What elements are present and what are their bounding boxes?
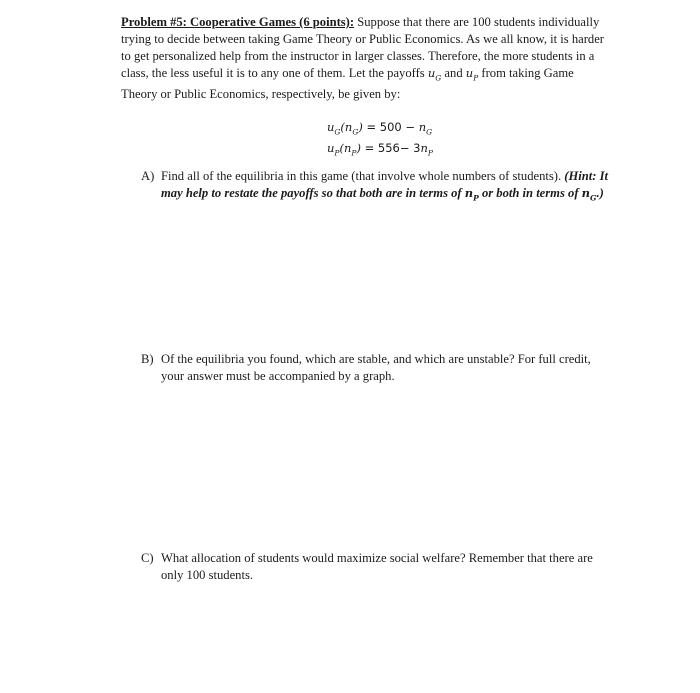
eq1-u-sub: G: [334, 127, 341, 137]
payoff-u-p: u: [465, 66, 474, 80]
part-b-line-2: your answer must be accompanied by a graph.: [161, 369, 395, 383]
eq2-arg-sub: P: [351, 148, 357, 158]
part-c-line-2: only 100 students.: [161, 568, 254, 582]
hint-n-p: n: [464, 186, 474, 200]
hint-n-g-sub: G: [590, 193, 597, 203]
part-c-letter: C): [141, 551, 154, 565]
eq2-rhs-n: n: [420, 141, 428, 156]
hint-n-g: n: [581, 186, 591, 200]
problem-heading: Problem #5: Cooperative Games (6 points):: [121, 15, 355, 29]
intro-line-5: Theory or Public Economics, respectively, be given by:: [121, 87, 401, 102]
part-a-hint-end: .): [596, 186, 604, 200]
eq2-arg-n: n: [343, 141, 352, 156]
part-a-line-2: [141, 185, 641, 206]
eq1-u: u: [327, 120, 335, 134]
part-a-hint-start: (Hint: It: [564, 169, 609, 183]
equation-public-econ: $u_P(n_P) = 556- 3n_P$: [327, 141, 433, 158]
part-b-letter: B): [141, 352, 154, 366]
problem-intro: [121, 14, 641, 103]
payoff-symbol-public-econ: [465, 66, 479, 83]
intro-line-4: [121, 65, 641, 86]
payoff-sub-p: P: [473, 73, 479, 83]
part-a-hint-text-2: or both in terms of: [478, 186, 582, 200]
intro-line-1: [121, 14, 641, 31]
equation-game-theory: $u_G(n_G) = 500 - n_G$: [327, 120, 433, 137]
part-b-line-1: [141, 351, 641, 368]
eq2-u-sub: P: [334, 148, 340, 158]
intro-text-4: class, the less useful it is to any one of them. Let the payoffs: [121, 66, 428, 80]
intro-text-4-mid: and: [441, 66, 466, 80]
eq2-rhs-sub: P: [427, 148, 433, 158]
part-a-line-1: [141, 168, 641, 185]
intro-text-1: Suppose that there are 100 students individually: [354, 15, 600, 29]
intro-text-4-end: from taking Game: [478, 66, 574, 80]
eq1-rhs-n: n: [418, 120, 427, 134]
part-c-line-1: [141, 550, 641, 567]
part-c: [141, 550, 641, 584]
intro-line-3: to get personalized help from the instructor in larger classes. Therefore, the more students in a: [121, 49, 595, 63]
eq1-rhs-sub: G: [426, 127, 433, 137]
eq2-u: u: [327, 141, 335, 156]
payoff-sub-g: G: [435, 73, 442, 83]
part-a-letter: A): [141, 169, 155, 183]
payoff-u-g: u: [427, 66, 436, 80]
part-a: [141, 168, 641, 206]
part-a-text: Find all of the equilibria in this game (that involve whole numbers of students).: [161, 169, 565, 183]
payoff-symbol-game-theory: [427, 66, 442, 83]
eq1-arg-sub: G: [352, 127, 359, 137]
hint-n-p-sub: P: [473, 193, 479, 203]
part-b: [141, 351, 641, 385]
payoff-equations: [327, 119, 433, 162]
eq1-rhs: = 500 −: [362, 120, 419, 134]
part-a-hint-text-1: may help to restate the payoffs so that both are in terms of: [161, 186, 465, 200]
part-b-text-1: Of the equilibria you found, which are stable, and which are unstable? For full credit,: [161, 352, 591, 366]
part-c-text-1: What allocation of students would maximize social welfare? Remember that there are: [161, 551, 593, 565]
intro-line-2: trying to decide between taking Game Theory or Public Economics. As we all know, it is harder: [121, 32, 604, 46]
eq2-rhs: = 556− 3: [360, 141, 421, 156]
eq1-arg-n: n: [344, 120, 353, 134]
